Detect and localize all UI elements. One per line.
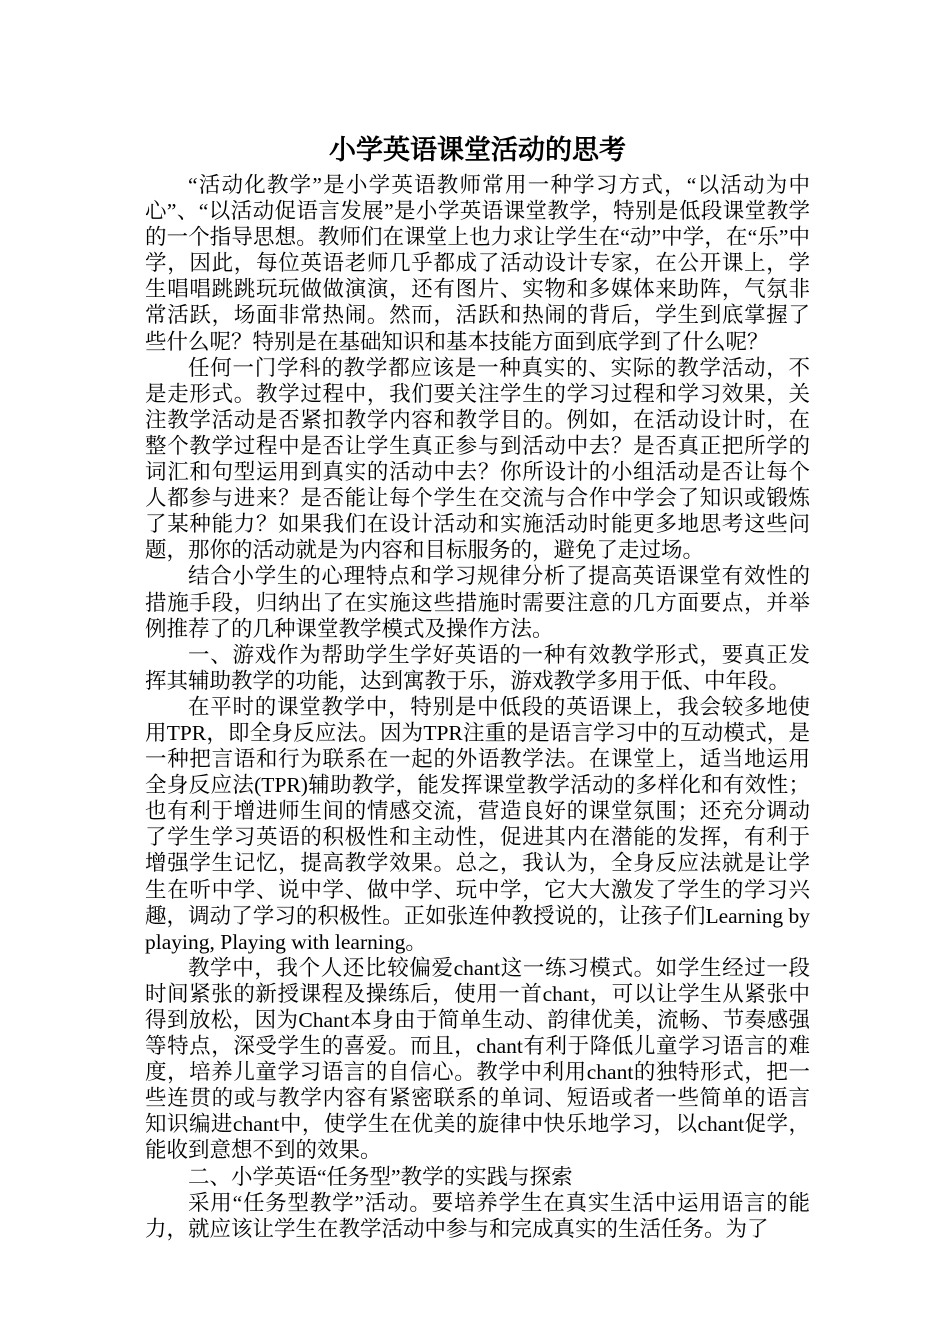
section-heading-task-based: 二、小学英语“任务型”教学的实践与探索 xyxy=(188,1164,573,1189)
paragraph-task-based: 采用“任务型教学”活动。要培养学生在真实生活中运用语言的能力，就应该让学生在教学活动中参与和完成真实的生活任务。为了 xyxy=(145,1190,810,1241)
paragraph-chant: 教学中，我个人还比较偏爱chant这一练习模式。如学生经过一段时间紧张的新授课程及操练后，使用一首chant，可以让学生从紧张中得到放松，因为Chant本身由于简单生动、韵律优美，流畅、节奏感强等特点，深受学生的喜爱。而且，chant有利于降低儿童学习语言的难度，培养儿童学习语言的自信心。教学中利用chant的独特形式，把一些连贯的或与教学内容有紧密联系的单词、短语或者一些简单的语言知识编进chant中，使学生在优美的旋律中快乐地学习，以chant促学，能收到意想不到的效果。 xyxy=(145,955,810,1163)
paragraph-activity-teaching: “活动化教学”是小学英语教师常用一种学习方式，“以活动为中心”、“以活动促语言发展”是小学英语课堂教学，特别是低段课堂教学的一个指导思想。教师们在课堂上也力求让学生在“动”中学，在“乐”中学，因此，每位英语老师几乎都成了活动设计专家，在公开课上，学生唱唱跳跳玩玩做做演演，还有图片、实物和多媒体来助阵，气氛非常活跃，场面非常热闹。然而，活跃和热闹的背后，学生到底掌握了些什么呢？特别是在基础知识和基本技能方面到底学到了什么呢？ xyxy=(145,173,810,354)
section-heading-games: 一、游戏作为帮助学生学好英语的一种有效教学形式，要真正发挥其辅助教学的功能，达到寓教于乐，游戏教学多用于低、中年段。 xyxy=(145,642,810,693)
paragraph-tpr: 在平时的课堂教学中，特别是中低段的英语课上，我会较多地使用TPR，即全身反应法。因为TPR注重的是语言学习中的互动模式，是一种把言语和行为联系在一起的外语教学法。在课堂上，适当地运用全身反应法(TPR)辅助教学，能发挥课堂教学活动的多样化和有效性；也有利于增进师生间的情感交流，营造良好的课堂氛围；还充分调动了学生学习英语的积极性和主动性，促进其内在潜能的发挥，有利于增强学生记忆，提高教学效果。总之，我认为，全身反应法就是让学生在听中学、说中学、做中学、玩中学，它大大激发了学生的学习兴趣，调动了学习的积极性。正如张连仲教授说的，让孩子们Learning by playing, Playing with learning。 xyxy=(145,694,810,954)
paragraph-real-teaching: 任何一门学科的教学都应该是一种真实的、实际的教学活动，不是走形式。教学过程中，我们要关注学生的学习过程和学习效果，关注教学活动是否紧扣教学内容和教学目的。例如，在活动设计时，在整个教学过程中是否让学生真正参与到活动中去？是否真正把所学的词汇和句型运用到真实的活动中去？你所设计的小组活动是否让每个人都参与进来？是否能让每个学生在交流与合作中学会了知识或锻炼了某种能力？如果我们在设计活动和实施活动时能更多地思考这些问题，那你的活动就是为内容和目标服务的，避免了走过场。 xyxy=(145,355,810,563)
document-title: 小学英语课堂活动的思考 xyxy=(329,135,626,166)
paragraph-summary: 结合小学生的心理特点和学习规律分析了提高英语课堂有效性的措施手段，归纳出了在实施这些措施时需要注意的几方面要点，并举例推荐了的几种课堂教学模式及操作方法。 xyxy=(145,564,810,641)
document-body xyxy=(145,172,810,1242)
